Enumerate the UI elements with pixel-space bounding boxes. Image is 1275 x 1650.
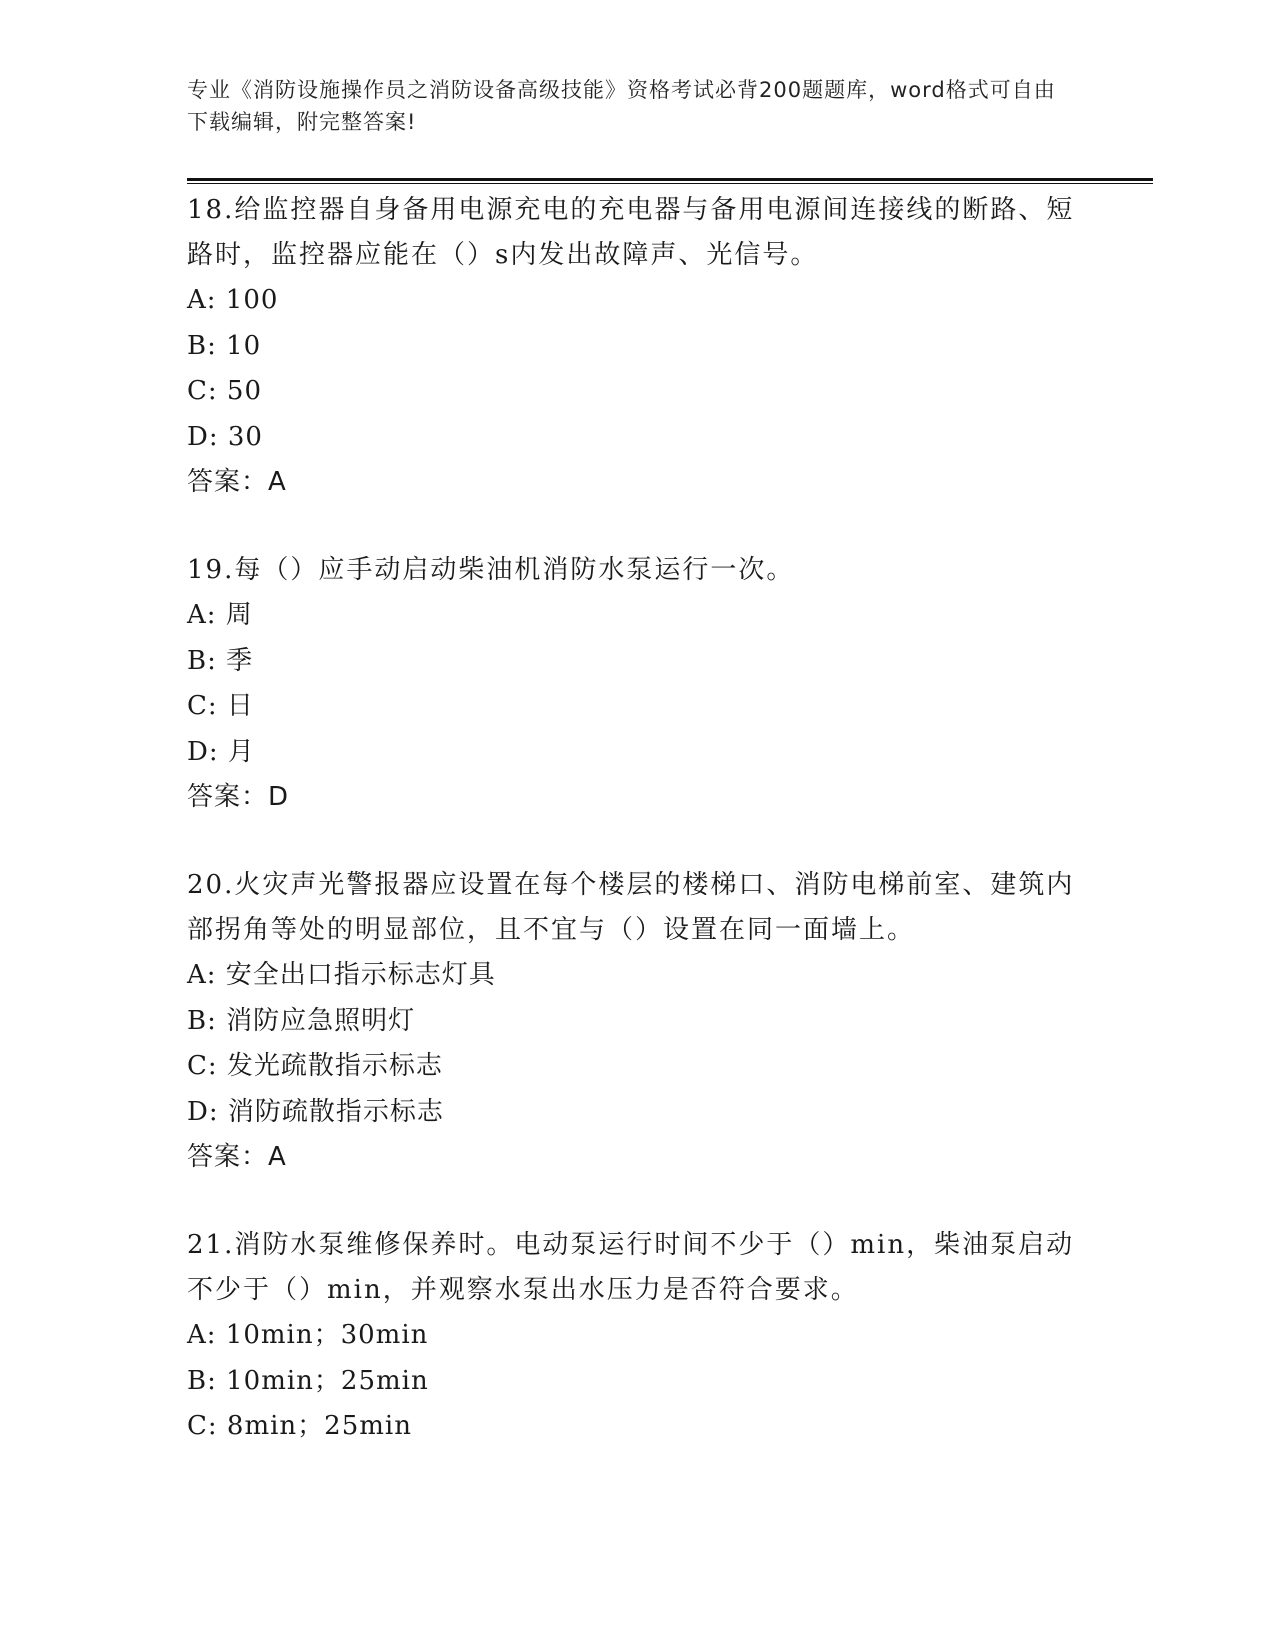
option-b: B: 季 xyxy=(187,645,254,676)
option-a: A: 周 xyxy=(187,600,253,630)
answer: 答案：A xyxy=(187,1142,287,1172)
question-text: 21.消防水泵维修保养时。电动泵运行时间不少于（）min，柴油泵启动不少于（）min，并观察水泵出水压力是否符合要求。 xyxy=(187,1230,1075,1305)
document-header: 专业《消防设施操作员之消防设备高级技能》资格考试必背200题题库，word格式可自由下载编辑，附完整答案! xyxy=(187,78,1056,134)
answer: 答案：D xyxy=(187,782,290,812)
option-a: A: 10min；30min xyxy=(187,1320,429,1350)
option-c: C: 8min；25min xyxy=(187,1411,412,1441)
question-text: 19.每（）应手动启动柴油机消防水泵运行一次。 xyxy=(187,555,795,585)
header-divider-thin xyxy=(187,183,1153,184)
option-c: C: 发光疏散指示标志 xyxy=(187,1051,443,1081)
option-a: A: 100 xyxy=(187,285,279,315)
answer: 答案：A xyxy=(187,467,287,497)
question-list xyxy=(187,188,1087,1493)
option-b: B: 消防应急照明灯 xyxy=(187,1005,416,1036)
question-19 xyxy=(187,548,1087,820)
question-20 xyxy=(187,863,1087,1180)
option-d: D: 月 xyxy=(187,736,255,767)
question-text: 18.给监控器自身备用电源充电的充电器与备用电源间连接线的断路、短路时，监控器应能在（）s内发出故障声、光信号。 xyxy=(187,195,1075,270)
question-21 xyxy=(187,1223,1087,1450)
question-text: 20.火灾声光警报器应设置在每个楼层的楼梯口、消防电梯前室、建筑内部拐角等处的明显部位，且不宜与（）设置在同一面墙上。 xyxy=(187,870,1075,945)
option-d: D: 30 xyxy=(187,421,263,452)
question-18 xyxy=(187,188,1087,505)
option-a: A: 安全出口指示标志灯具 xyxy=(187,960,496,990)
option-b: B: 10 xyxy=(187,330,262,361)
option-d: D: 消防疏散指示标志 xyxy=(187,1096,444,1127)
header-divider-thick xyxy=(187,178,1153,181)
option-b: B: 10min；25min xyxy=(187,1365,429,1396)
option-c: C: 日 xyxy=(187,691,254,721)
option-c: C: 50 xyxy=(187,376,263,406)
